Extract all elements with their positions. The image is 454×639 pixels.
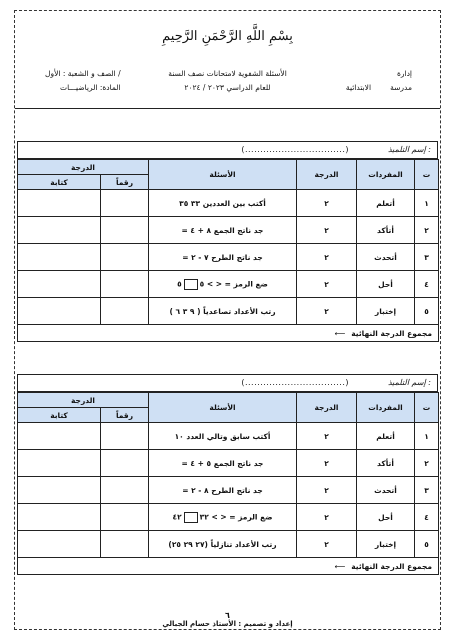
page-frame — [14, 10, 441, 630]
col-grade: الدرجة — [297, 160, 357, 190]
row-grade: ٢ — [297, 271, 357, 298]
row-item: أتحدث — [357, 244, 415, 271]
score-writing-cell[interactable] — [18, 531, 101, 558]
arrow-left-icon: ⟵ — [334, 561, 346, 571]
score-digits-cell[interactable] — [101, 450, 149, 477]
answer-box[interactable] — [184, 279, 198, 290]
table-row — [18, 244, 439, 271]
score-writing-cell[interactable] — [18, 504, 101, 531]
col-num: ت — [415, 393, 439, 423]
page-footer — [15, 611, 440, 628]
student-name-field[interactable]: (.................................) — [241, 145, 349, 154]
question-number: ٣٢ — [199, 512, 209, 521]
footer-credit: إعداد و تصميم : الأستاذ حسام الجبالي — [162, 620, 293, 628]
row-question: رتب الأعداد تنازلياً (٢٧ ٢٩ ٢٥) — [149, 531, 297, 558]
row-question: جد ناتج الجمع ٥ + ٤ = — [149, 450, 297, 477]
table-row — [18, 217, 439, 244]
final-score-label: مجموع الدرجة النهائية — [351, 561, 432, 571]
col-writing: كتابة — [18, 175, 101, 190]
row-item: أتأكد — [357, 450, 415, 477]
score-writing-cell[interactable] — [18, 477, 101, 504]
score-digits-cell[interactable] — [101, 271, 149, 298]
row-grade: ٢ — [297, 244, 357, 271]
row-num: ٥ — [415, 531, 439, 558]
grades-table — [17, 392, 439, 575]
score-digits-cell[interactable] — [101, 531, 149, 558]
row-question — [149, 271, 297, 298]
table-row — [18, 477, 439, 504]
row-item: أتعلم — [357, 423, 415, 450]
score-writing-cell[interactable] — [18, 190, 101, 217]
row-item: إختبار — [357, 531, 415, 558]
score-digits-cell[interactable] — [101, 423, 149, 450]
grades-table — [17, 159, 439, 342]
row-grade: ٢ — [297, 504, 357, 531]
student-name-label: إسم التلميذ : — [387, 145, 431, 154]
header-primary: الابتدائية — [345, 83, 372, 92]
row-item: أحل — [357, 271, 415, 298]
row-num: ٣ — [415, 477, 439, 504]
final-score-row — [18, 325, 439, 342]
col-items: المفردات — [357, 160, 415, 190]
row-num: ٣ — [415, 244, 439, 271]
row-num: ٤ — [415, 271, 439, 298]
row-question: جد ناتج الجمع ٨ + ٤ = — [149, 217, 297, 244]
final-score-row — [18, 558, 439, 575]
score-digits-cell[interactable] — [101, 190, 149, 217]
table-row — [18, 423, 439, 450]
row-question — [149, 504, 297, 531]
col-score: الدرجة — [18, 160, 149, 175]
student-name-bar — [17, 141, 438, 159]
row-num: ٢ — [415, 217, 439, 244]
score-digits-cell[interactable] — [101, 298, 149, 325]
score-digits-cell[interactable] — [101, 477, 149, 504]
table-row — [18, 450, 439, 477]
question-text: ضع الرمز = < > — [206, 279, 268, 288]
row-num: ٥ — [415, 298, 439, 325]
table-row — [18, 531, 439, 558]
row-num: ١ — [415, 423, 439, 450]
row-question: جد ناتج الطرح ٨ - ٢ = — [149, 477, 297, 504]
col-num: ت — [415, 160, 439, 190]
score-writing-cell[interactable] — [18, 423, 101, 450]
question-text: ضع الرمز = < > — [211, 512, 273, 521]
basmala: بِسْمِ اللَّهِ الرَّحْمَنِ الرَّحِيمِ — [162, 29, 293, 44]
student-name-label: إسم التلميذ : — [387, 378, 431, 387]
row-item: أحل — [357, 504, 415, 531]
answer-box[interactable] — [184, 512, 198, 523]
question-number: ٥ — [177, 279, 182, 288]
row-num: ١ — [415, 190, 439, 217]
row-question: جد ناتج الطرح ٧ - ٢ = — [149, 244, 297, 271]
header-subject: المادة: الرياضيـــات — [60, 83, 121, 92]
col-grade: الدرجة — [297, 393, 357, 423]
row-item: إختبار — [357, 298, 415, 325]
row-grade: ٢ — [297, 450, 357, 477]
score-writing-cell[interactable] — [18, 217, 101, 244]
col-items: المفردات — [357, 393, 415, 423]
score-writing-cell[interactable] — [18, 450, 101, 477]
table-row — [18, 504, 439, 531]
student-section-1 — [17, 141, 438, 342]
table-row — [18, 271, 439, 298]
row-grade: ٢ — [297, 298, 357, 325]
header-admin: إدارة — [396, 69, 412, 78]
col-questions: الأسئلة — [149, 160, 297, 190]
question-number: ٥ — [199, 279, 205, 288]
row-grade: ٢ — [297, 217, 357, 244]
student-name-bar — [17, 374, 438, 392]
header-left — [45, 67, 121, 95]
row-question: رتب الأعداد تصاعدياً ( ٩ ٣ ٦ ) — [149, 298, 297, 325]
score-digits-cell[interactable] — [101, 504, 149, 531]
row-grade: ٢ — [297, 190, 357, 217]
col-questions: الأسئلة — [149, 393, 297, 423]
score-writing-cell[interactable] — [18, 244, 101, 271]
student-section-2 — [17, 374, 438, 575]
col-digits: رقماً — [101, 175, 149, 190]
arrow-left-icon: ⟵ — [334, 328, 346, 338]
row-num: ٢ — [415, 450, 439, 477]
student-name-field[interactable]: (.................................) — [241, 378, 349, 387]
row-grade: ٢ — [297, 477, 357, 504]
row-grade: ٢ — [297, 423, 357, 450]
col-score: الدرجة — [18, 393, 149, 408]
row-item: أتعلم — [357, 190, 415, 217]
question-number: ٤٢ — [172, 512, 182, 521]
score-writing-cell[interactable] — [18, 298, 101, 325]
row-grade: ٢ — [297, 531, 357, 558]
row-question: أكتب سابق وتالي العدد ١٠ — [149, 423, 297, 450]
header-year: للعام الدراسي ٢٠٢٣ / ٢٠٢٤ — [184, 83, 271, 92]
header-divider — [15, 108, 440, 109]
final-score-label: مجموع الدرجة النهائية — [351, 328, 432, 338]
table-row — [18, 190, 439, 217]
page-number: ٦ — [225, 611, 230, 620]
col-digits: رقماً — [101, 408, 149, 423]
row-item: أتحدث — [357, 477, 415, 504]
header-school: مدرسة — [390, 83, 412, 92]
header-exam-title: الأسئلة الشفوية لامتحانات نصف السنة — [168, 69, 287, 78]
score-writing-cell[interactable] — [18, 271, 101, 298]
score-digits-cell[interactable] — [101, 244, 149, 271]
row-question: أكتب بين العددين ٣٣ ٣٥ — [149, 190, 297, 217]
col-writing: كتابة — [18, 408, 101, 423]
row-num: ٤ — [415, 504, 439, 531]
header-class: الصف و الشعبة : الأول / — [45, 69, 121, 78]
row-item: أتأكد — [357, 217, 415, 244]
score-digits-cell[interactable] — [101, 217, 149, 244]
table-row — [18, 298, 439, 325]
